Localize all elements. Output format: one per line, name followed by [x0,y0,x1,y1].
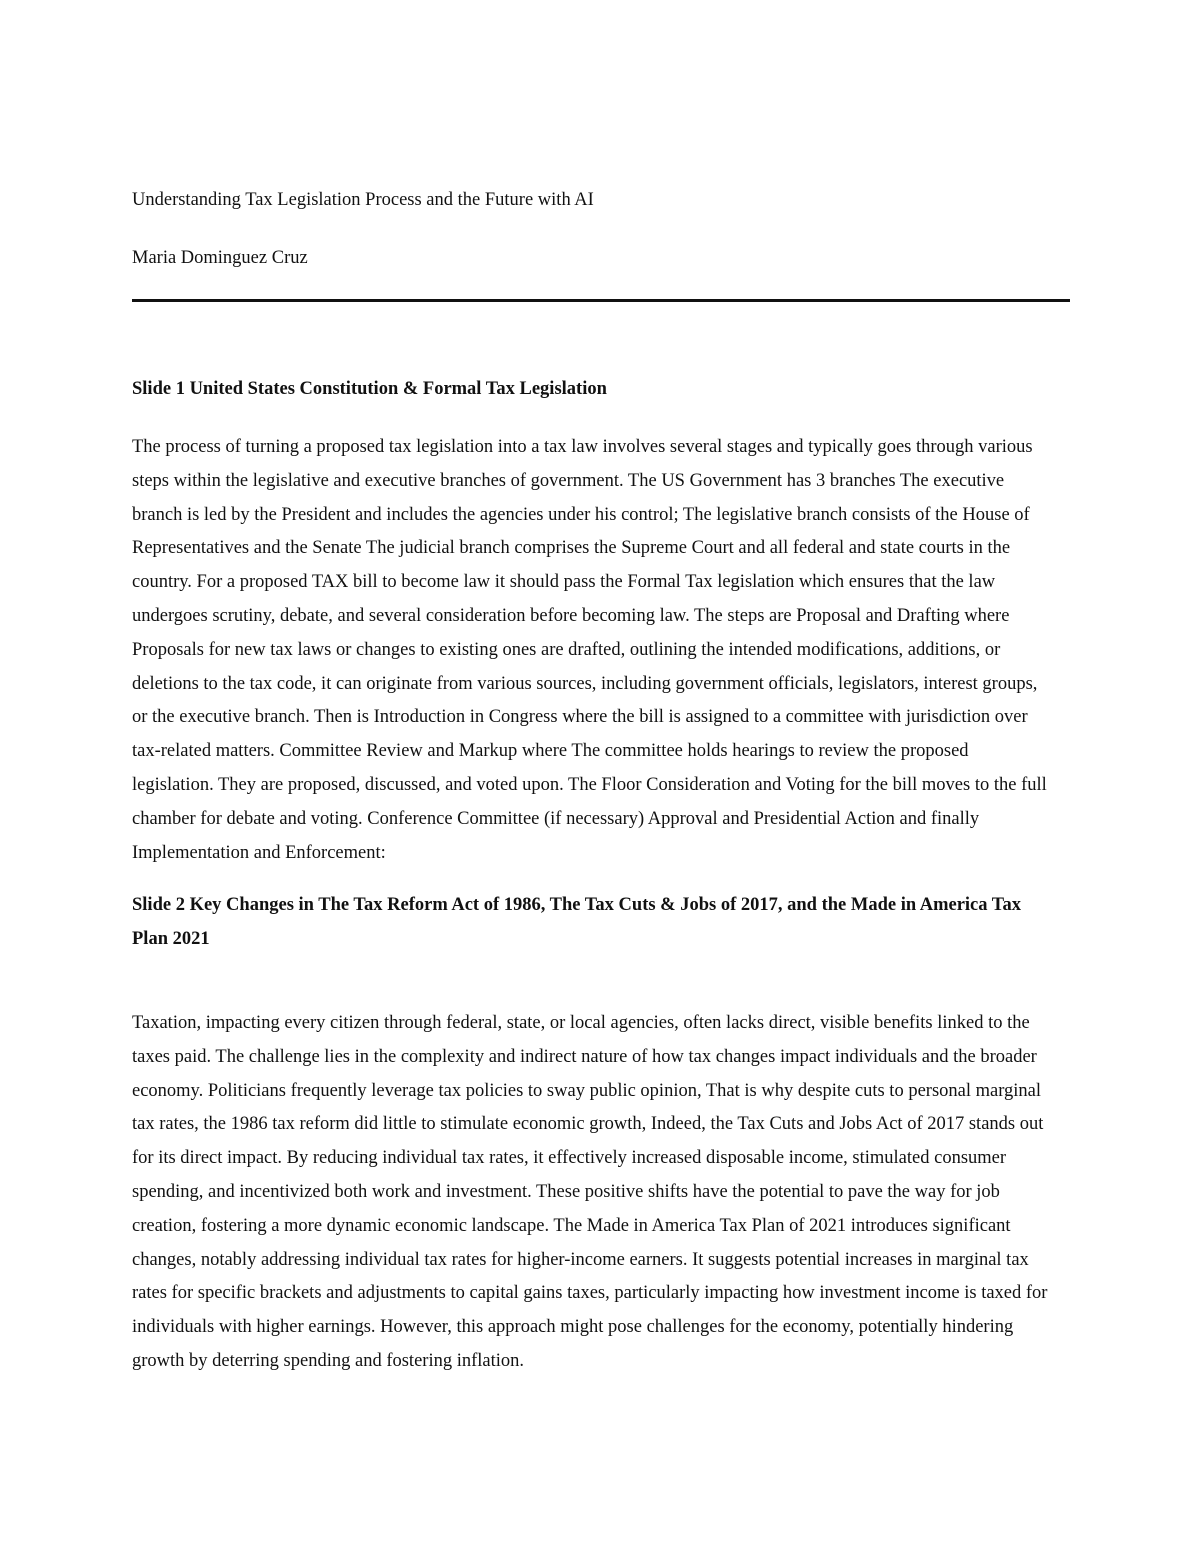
horizontal-divider [132,299,1070,302]
section-heading-slide-2: Slide 2 Key Changes in The Tax Reform Act of 1986, The Tax Cuts & Jobs of 2017, and the Made in America Tax Plan 2021 [132,895,1021,949]
document-title: Understanding Tax Legislation Process and the Future with AI [132,190,594,210]
section-body-slide-2: Taxation, impacting every citizen through federal, state, or local agencies, often lacks direct, visible benefits linked to the taxes paid. The challenge lies in the complexity and indirect nature of how tax changes impact individuals and the broader economy. Politicians frequently leverage tax policies to sway public opinion, That is why despite cuts to personal marginal tax rates, the 1986 tax reform did little to stimulate economic growth, Indeed, the Tax Cuts and Jobs Act of 2017 stands out for its direct impact. By reducing individual tax rates, it effectively increased disposable income, stimulated consumer spending, and incentivized both work and investment. These positive shifts have the potential to pave the way for job creation, fostering a more dynamic economic landscape. The Made in America Tax Plan of 2021 introduces significant changes, notably addressing individual tax rates for higher-income earners. It suggests potential increases in marginal tax rates for specific brackets and adjustments to capital gains taxes, particularly impacting how investment income is taxed for individuals with higher earnings. However, this approach might pose challenges for the economy, potentially hindering growth by deterring spending and fostering inflation. [132,1013,1048,1371]
author-name: Maria Dominguez Cruz [132,248,308,268]
section-heading-slide-1: Slide 1 United States Constitution & Formal Tax Legislation [132,379,607,399]
section-body-slide-1: The process of turning a proposed tax legislation into a tax law involves several stages and typically goes through various steps within the legislative and executive branches of government. The US Government has 3 branches The executive branch is led by the President and includes the agencies under his control; The legislative branch consists of the House of Representatives and the Senate The judicial branch comprises the Supreme Court and all federal and state courts in the country. For a proposed TAX bill to become law it should pass the Formal Tax legislation which ensures that the law undergoes scrutiny, debate, and several consideration before becoming law. The steps are Proposal and Drafting where Proposals for new tax laws or changes to existing ones are drafted, outlining the intended modifications, additions, or deletions to the tax code, it can originate from various sources, including government officials, legislators, interest groups, or the executive branch. Then is Introduction in Congress where the bill is assigned to a committee with jurisdiction over tax-related matters. Committee Review and Markup where The committee holds hearings to review the proposed legislation. They are proposed, discussed, and voted upon. The Floor Consideration and Voting for the bill moves to the full chamber for debate and voting. Conference Committee (if necessary) Approval and Presidential Action and finally Implementation and Enforcement: [132,437,1047,863]
